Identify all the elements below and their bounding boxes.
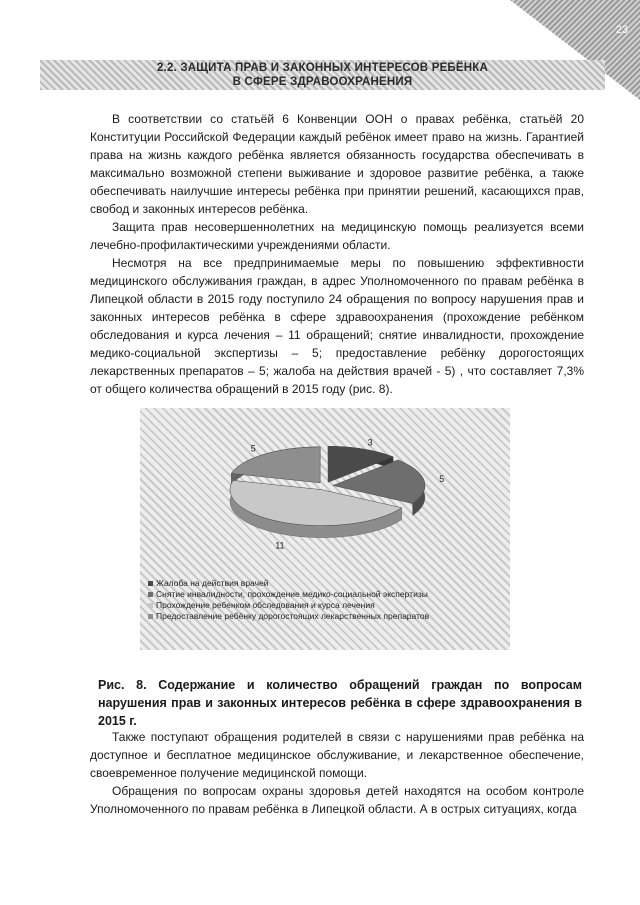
paragraph: Несмотря на все предпринимаемые меры по повышению эффективности медицинского обслуживания граждан, в адрес Уполномоченного по правам ребёнка в Липецкой области в 2015 году поступило 24 обращения по вопросу нарушения прав и законных интересов ребёнка в сфере здравоохранения (прохождение ребёнком обследования и курса лечения – 11 обращений; снятие инвалидности, прохождение медико-социальной экспертизы – 5; предоставление ребёнку дорогостоящих лекарственных препаратов – 5; жалоба на действия врачей - 5) , что составляет 7,3% от общего количества обращений в 2015 году (рис. 8).	[90, 256, 584, 396]
paragraph: Также поступают обращения родителей в связи с нарушениями прав ребёнка на доступное и бесплатное медицинское обслуживание, и лекарственное обеспечение, своевременное получение медицинской помощи.	[90, 730, 584, 780]
body-text-top	[90, 110, 584, 398]
page-number: 23	[615, 24, 628, 36]
legend-item	[148, 578, 429, 589]
legend-item	[148, 589, 429, 600]
paragraph: Обращения по вопросам охраны здоровья детей находятся на особом контроле Уполномоченного по правам ребёнка в Липецкой области. А в острых ситуациях, когда	[90, 784, 584, 816]
legend-swatch	[148, 581, 153, 586]
legend-swatch	[148, 614, 153, 619]
paragraph: Защита прав несовершеннолетних на медицинскую помощь реализуется всеми лечебно-профилактическими учреждениями области.	[90, 220, 584, 252]
legend-item	[148, 611, 429, 622]
section-title-line2: В СФЕРЕ ЗДРАВООХРАНЕНИЯ	[232, 76, 413, 88]
pie-chart-svg	[140, 408, 510, 578]
pie-data-label: 3	[367, 437, 373, 448]
legend-item	[148, 600, 429, 611]
pie-slice	[231, 447, 320, 486]
figure-caption: Рис. 8. Содержание и количество обращений граждан по вопросам нарушения прав и законных интересов ребёнка в сфере здравоохранения в 2015 г.	[98, 678, 582, 728]
legend-label: Снятие инвалидности, прохождение медико-социальной экспертизы	[156, 589, 428, 599]
chart-legend	[148, 578, 429, 622]
pie-data-label: 11	[275, 540, 285, 551]
section-title-line1: 2.2. ЗАЩИТА ПРАВ И ЗАКОННЫХ ИНТЕРЕСОВ РЕБЁНКА	[156, 62, 489, 74]
paragraph: В соответствии со статьёй 6 Конвенции ООН о правах ребёнка, статьёй 20 Конституции Российской Федерации каждый ребёнок имеет право на жизнь. Гарантией права на жизнь каждого ребёнка является обязанность государства обеспечивать в максимально возможной степени выживание и здоровое развитие ребёнка, а также обеспечивать наилучшие интересы ребёнка при принятии решений, касающихся прав, свобод и законных интересов ребёнка.	[90, 112, 584, 216]
legend-label: Предоставление ребёнку дорогостоящих лекарственных препаратов	[156, 611, 430, 621]
pie-data-label: 5	[439, 474, 445, 484]
legend-label: Прохождение ребенком обследования и курса лечения	[156, 600, 375, 610]
pie-chart	[140, 408, 510, 650]
legend-swatch	[148, 592, 153, 597]
section-title	[40, 61, 605, 89]
legend-label: Жалоба на действия врачей	[156, 578, 269, 588]
body-text-bottom	[90, 728, 584, 818]
pie-data-label: 5	[250, 443, 256, 454]
legend-swatch	[148, 603, 153, 608]
